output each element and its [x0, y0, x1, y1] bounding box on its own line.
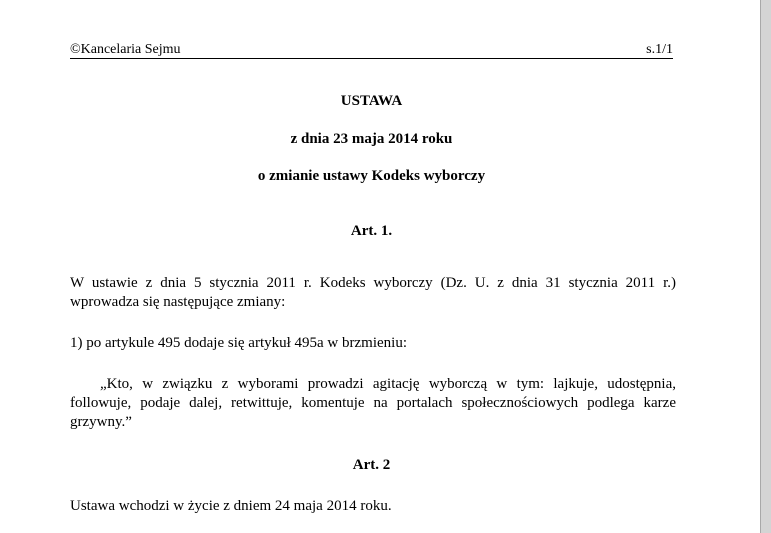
article-2-heading: Art. 2 — [352, 457, 391, 473]
article-1-heading: Art. 1. — [350, 223, 393, 239]
article-1-point-1: 1) po artykule 495 dodaje się artykuł 495a w brzmieniu: — [70, 335, 407, 351]
article-2-text: Ustawa wchodzi w życie z dniem 24 maja 2014 roku. — [70, 498, 392, 514]
window-right-edge — [760, 0, 771, 533]
header-page-number: s.1/1 — [646, 42, 673, 57]
header-publisher: ©Kancelaria Sejmu — [70, 42, 181, 57]
document-date: z dnia 23 maja 2014 roku — [290, 131, 453, 147]
page-header — [70, 42, 673, 59]
document-subject: o zmianie ustawy Kodeks wyborczy — [257, 168, 486, 184]
article-1-intro: W ustawie z dnia 5 stycznia 2011 r. Kodeks wyborczy (Dz. U. z dnia 31 stycznia 2011 r.) wprowadza się następujące zmiany: — [70, 275, 676, 310]
article-1-quote: „Kto, w związku z wyborami prowadzi agitację wyborczą w tym: lajkuje, udostępnia, followuje, podaje dalej, retwittuje, komentuje na portalach społecznościowych podlega karze grzywny.” — [70, 376, 676, 430]
document-kind: USTAWA — [340, 93, 403, 109]
